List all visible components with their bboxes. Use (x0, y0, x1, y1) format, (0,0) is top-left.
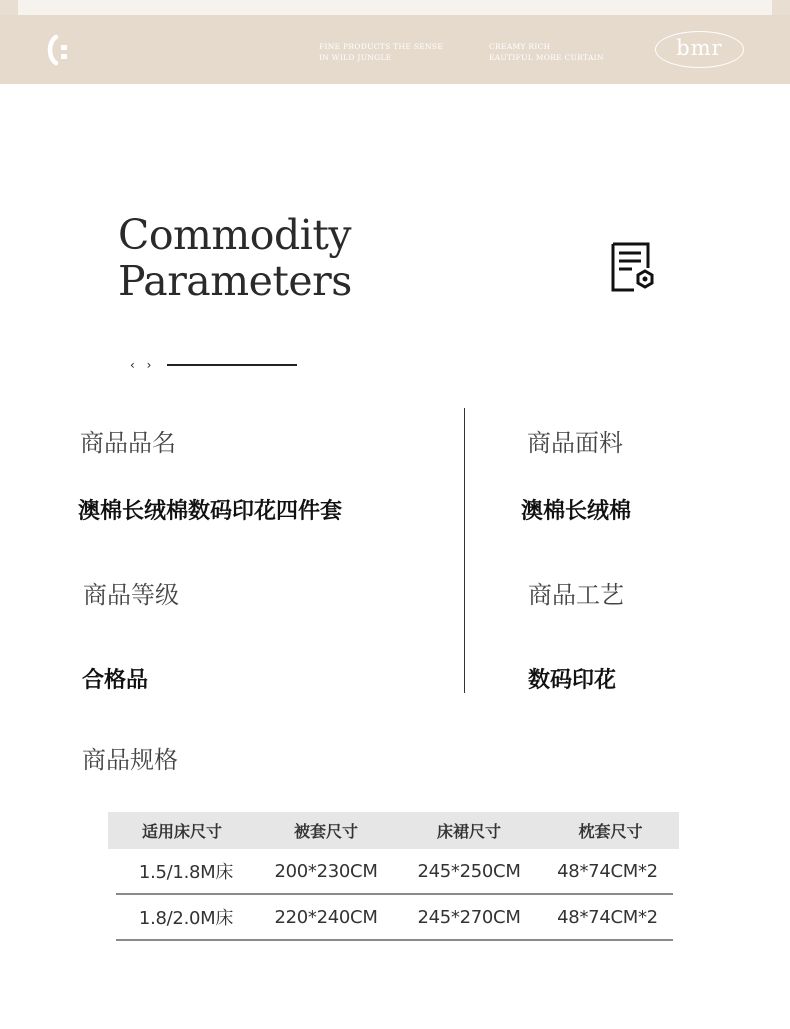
banner-tagline-right (489, 41, 604, 63)
size-table-cell: 220*240CM (274, 906, 378, 928)
product-name-value: 澳棉长绒棉数码印花四件套 (78, 499, 343, 524)
brand-banner (0, 15, 790, 84)
size-table-header-cell: 适用床尺寸 (141, 822, 222, 841)
top-strip (0, 0, 790, 15)
top-strip-inner (18, 0, 772, 15)
column-divider (464, 408, 465, 693)
size-table (108, 812, 679, 941)
size-table-header (108, 812, 679, 849)
banner-tagline-right-line1: CREAMY RICH (489, 42, 551, 51)
banner-tagline-left (319, 41, 443, 63)
page-title (118, 212, 352, 304)
size-table-cell: 1.8/2.0M床 (138, 908, 234, 929)
product-fabric-value: 澳棉长绒棉 (521, 499, 632, 524)
size-table-cell: 48*74CM*2 (557, 860, 658, 882)
product-grade-value: 合格品 (82, 668, 149, 693)
size-table-cell: 245*250CM (417, 860, 521, 882)
size-table-cell: 200*230CM (274, 860, 378, 882)
product-spec-label: 商品规格 (82, 746, 178, 774)
product-name-label: 商品品名 (80, 429, 176, 457)
banner-tagline-left-line1: FINE PRODUCTS THE SENSE (319, 42, 444, 51)
size-table-cell: 48*74CM*2 (557, 906, 658, 928)
banner-tagline-left-line2: IN WILD JUNGLE (319, 53, 392, 62)
product-craft-value: 数码印花 (528, 668, 617, 693)
product-fabric-label: 商品面料 (527, 429, 623, 457)
product-craft-label: 商品工艺 (528, 581, 624, 609)
document-settings-icon (610, 242, 656, 292)
size-table-header-cell: 被套尺寸 (293, 822, 358, 841)
size-table-cell: 245*270CM (417, 906, 521, 928)
brand-logo-text: bmr (676, 36, 723, 60)
size-table-header-cell: 床裙尺寸 (436, 822, 501, 841)
heading-underline (167, 364, 297, 366)
brand-logo (655, 31, 744, 68)
page-title-line1: Commodity (118, 211, 351, 259)
brand-mark-icon (44, 33, 76, 67)
page-title-line2: Parameters (118, 257, 352, 305)
size-table-cell: 1.5/1.8M床 (138, 862, 234, 883)
size-table-row (116, 849, 673, 895)
banner-tagline-right-line2: EAUTIFUL MORE CURTAIN (489, 53, 604, 62)
size-table-header-cell: 枕套尺寸 (578, 822, 643, 841)
carousel-arrows[interactable]: ‹ › (130, 358, 156, 372)
size-table-row (116, 895, 673, 941)
product-grade-label: 商品等级 (83, 581, 179, 609)
